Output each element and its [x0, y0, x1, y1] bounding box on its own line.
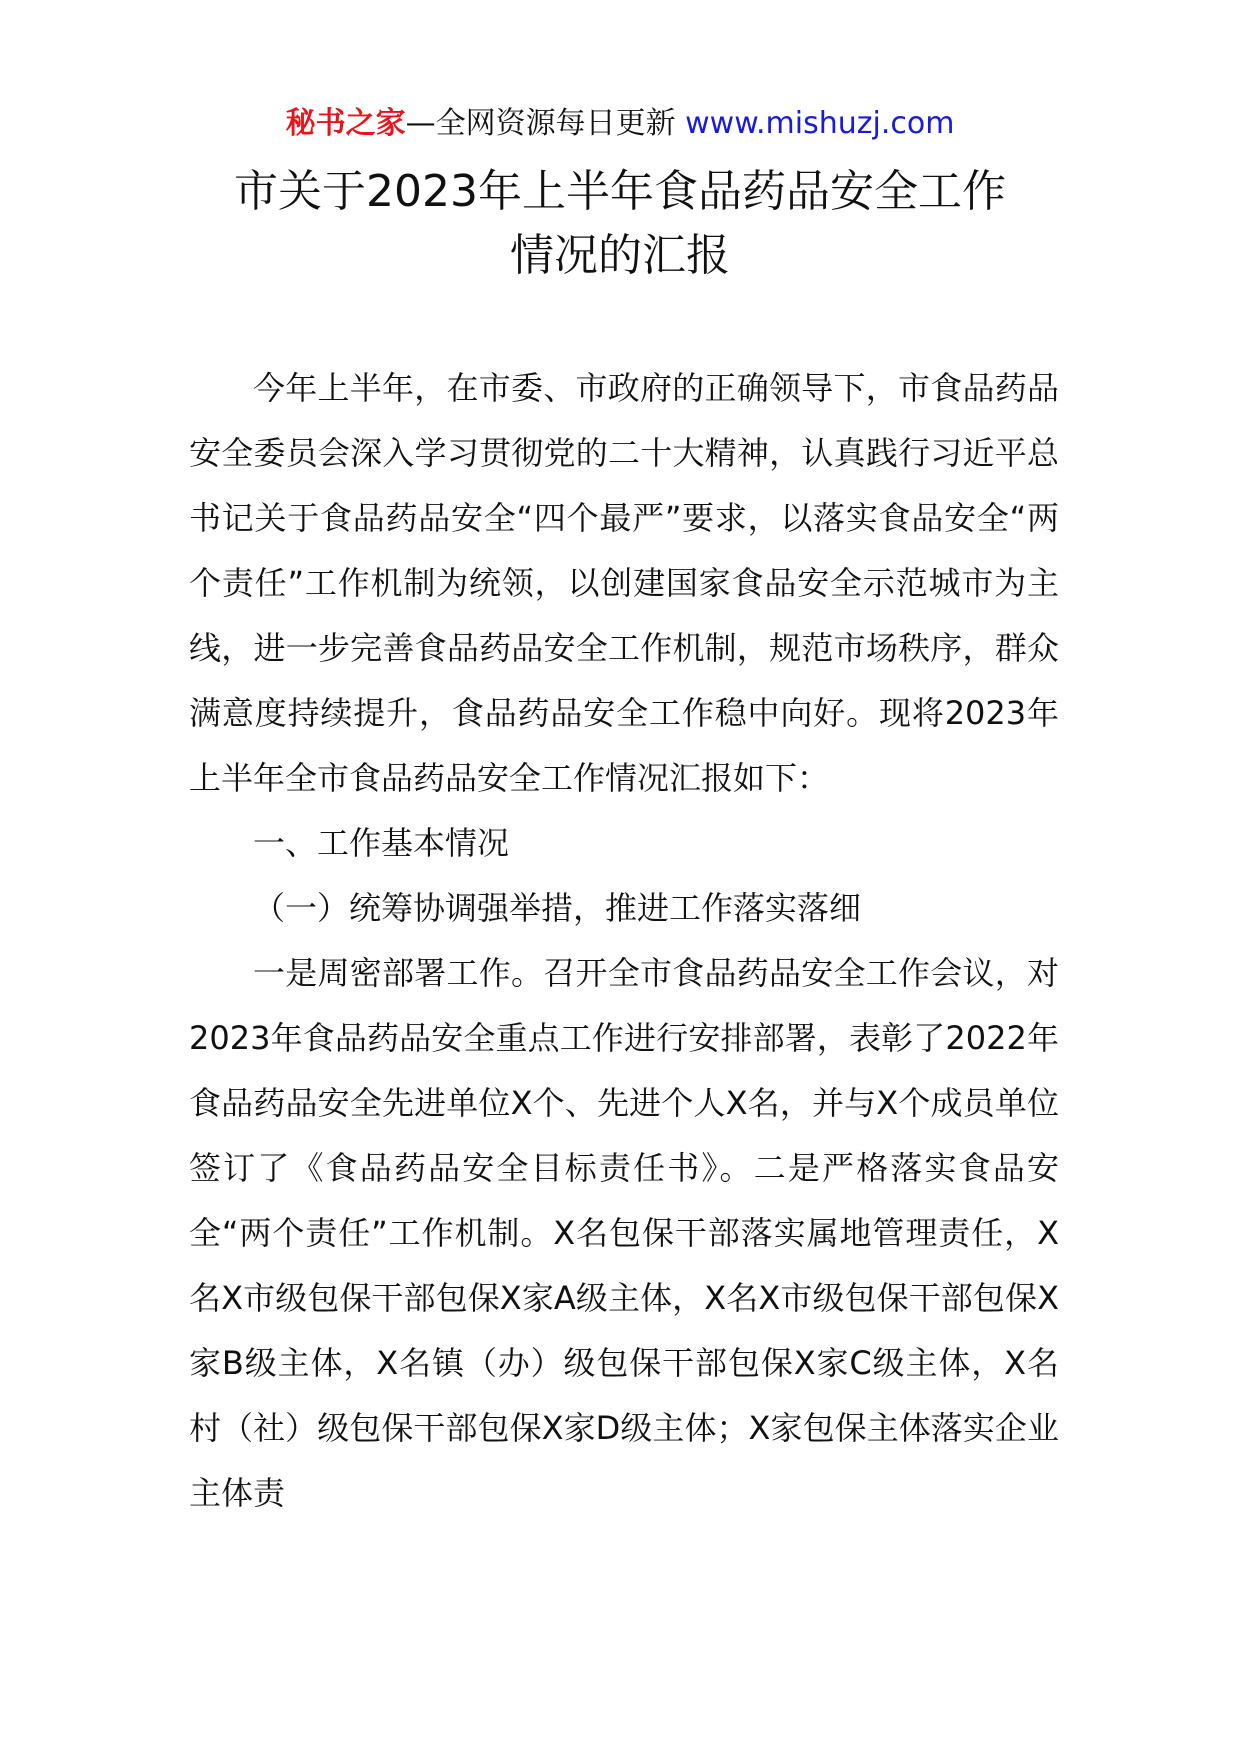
document-body — [189, 356, 1059, 1526]
brand-name: 秘书之家 — [285, 106, 406, 141]
document-title — [190, 160, 1050, 288]
title-line-2: 情况的汇报 — [510, 230, 730, 281]
intro-paragraph: 今年上半年，在市委、市政府的正确领导下，市食品药品安全委员会深入学习贯彻党的二十大精神，认真践行习近平总书记关于食品药品安全“四个最严”要求，以落实食品安全“两个责任”工作机制为统领，以创建国家食品安全示范城市为主线，进一步完善食品药品安全工作机制，规范市场秩序，群众满意度持续提升，食品药品安全工作稳中向好。现将2023年上半年全市食品药品安全工作情况汇报如下： — [189, 369, 1059, 797]
section-heading-1: 一、工作基本情况 — [253, 824, 510, 862]
title-line-1: 市关于2023年上半年食品药品安全工作 — [234, 166, 1006, 217]
header-banner — [0, 104, 1240, 144]
body-paragraph-2: 一是周密部署工作。召开全市食品药品安全工作会议，对2023年食品药品安全重点工作进行安排部署，表彰了2022年食品药品安全先进单位X个、先进个人X名，并与X个成员单位签订了《食品药品安全目标责任书》。二是严格落实食品安全“两个责任”工作机制。X名包保干部落实属地管理责任，X名X市级包保干部包保X家A级主体，X名X市级包保干部包保X家B级主体，X名镇（办）级包保干部包保X家C级主体，X名村（社）级包保干部包保X家D级主体；X家包保主体落实企业主体责 — [189, 954, 1059, 1512]
subsection-heading-1: （一）统筹协调强举措，推进工作落实落细 — [253, 889, 862, 927]
site-url-link[interactable]: www.mishuzj.com — [685, 106, 955, 141]
header-slogan: —全网资源每日更新 — [405, 106, 676, 141]
